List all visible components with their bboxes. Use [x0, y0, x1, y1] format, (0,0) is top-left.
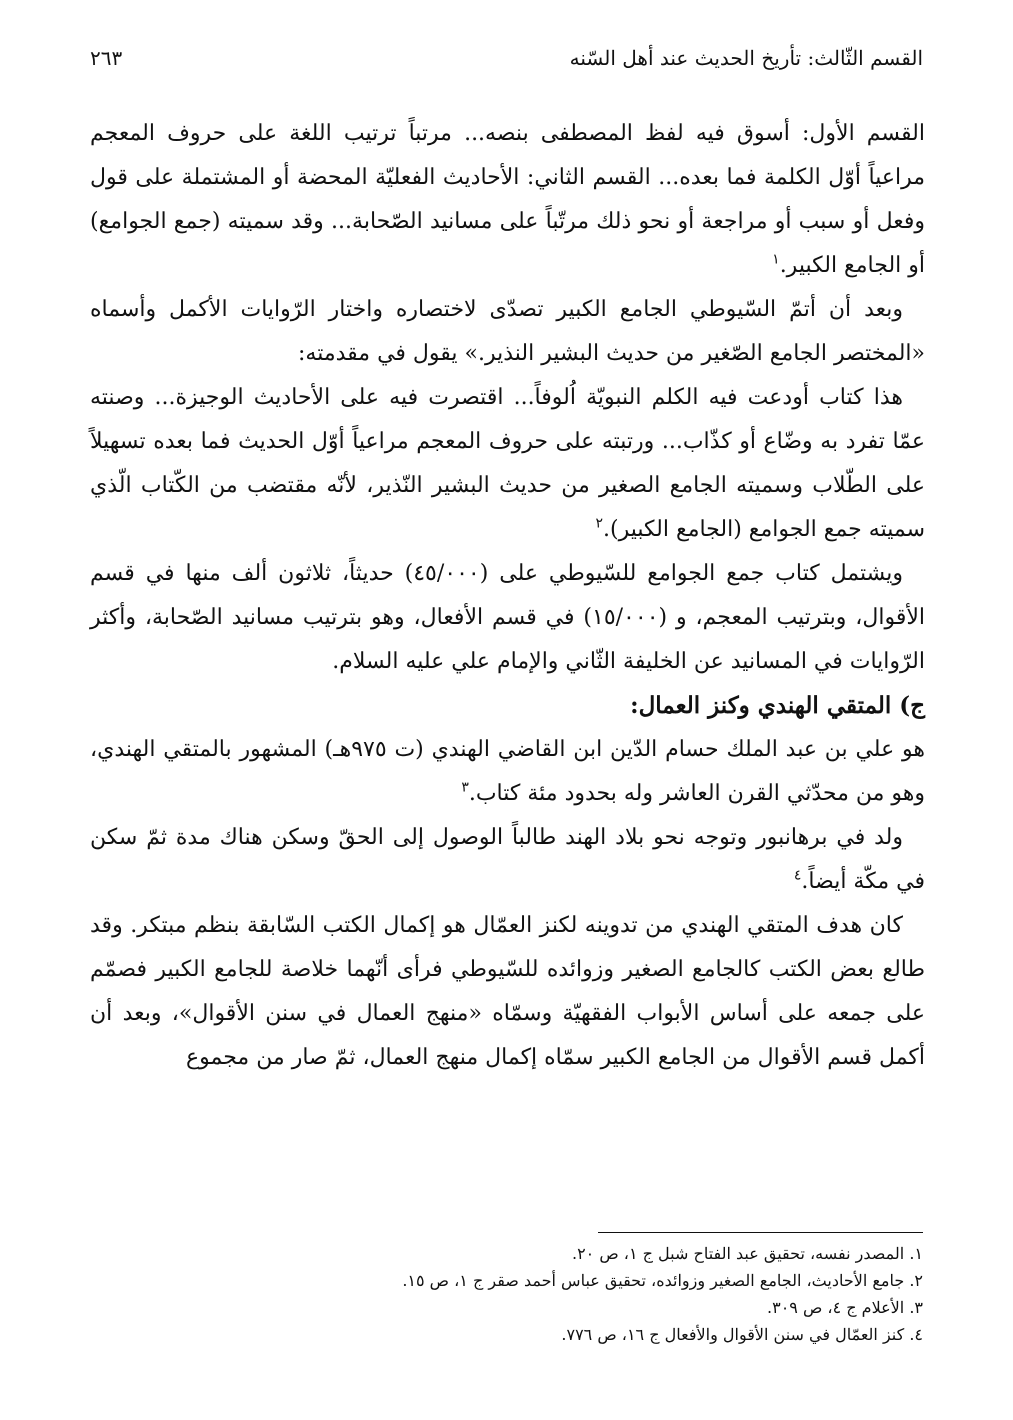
paragraph-text: كان هدف المتقي الهندي من تدوينه لكنز العمّال هو إكمال الكتب السّابقة بنظم مبتكر. وقد طالع بعض الكتب كالجامع الصغير وزوائده للسّيوطي فرأى أنّهما خلاصة للجامع الكبير فصمّم على جمعه على أساس الأبواب الفقهيّة وسمّاه «منهج العمال في سنن الأقوال»، وبعد أن أكمل قسم الأقوال من الجامع الكبير سمّاه إكمال منهج العمال، ثمّ صار من مجموع — [90, 913, 925, 1070]
quotation-paragraph — [90, 376, 925, 552]
main-text — [90, 112, 925, 1080]
footnotes — [200, 1240, 923, 1348]
footnote-divider — [598, 1232, 923, 1233]
paragraph — [90, 552, 925, 684]
page-header — [90, 40, 923, 80]
footnote: ٢. جامع الأحاديث، الجامع الصغير وزوائده، تحقيق عباس أحمد صقر ج ١، ص ١٥. — [402, 1271, 923, 1290]
footnote-marker: ١ — [772, 251, 780, 268]
paragraph-text: ويشتمل كتاب جمع الجوامع للسّيوطي على (٤٥/٠٠٠) حديثاً، ثلاثون ألف منها في قسم الأقوال، وبترتيب المعجم، و (١٥/٠٠٠) في قسم الأفعال، وهو بترتيب مسانيد الصّحابة، وأكثر الرّوايات في المسانيد عن الخليفة الثّاني والإمام علي عليه السلام. — [90, 561, 926, 674]
footnote: ١. المصدر نفسه، تحقيق عبد الفتاح شبل ج ١، ص ٢٠. — [571, 1244, 923, 1263]
footnote-marker: ٢ — [595, 515, 604, 532]
paragraph-text: هو علي بن عبد الملك حسام الدّين ابن القاضي الهندي (ت ٩٧٥هـ) المشهور بالمتقي الهندي، وهو من محدّثي القرن العاشر وله بحدود مئة كتاب. — [90, 737, 925, 806]
running-title: القسم الثّالث: تأريخ الحديث عند أهل السّنه — [569, 46, 923, 70]
paragraph — [90, 816, 925, 904]
footnote: ٤. كنز العمّال في سنن الأقوال والأفعال ج ١٦، ص ٧٧٦. — [561, 1325, 923, 1344]
paragraph-text: هذا كتاب أودعت فيه الكلم النبويّة اُلوفاً... اقتصرت فيه على الأحاديث الوجيزة... وصنته عمّا تفرد به وضّاع أو كذّاب... ورتبته على حروف المعجم مراعياً أوّل الحديث فما بعده تسهيلاً على الطّلاب وسميته الجامع الصغير من حديث البشير النّذير، لأنّه مقتضب من الكّتاب الّذي سميته جمع الجوامع (الجامع الكبير). — [90, 385, 925, 542]
paragraph — [90, 112, 925, 288]
section-heading: ج) المتقي الهندي وكنز العمال: — [630, 692, 925, 719]
footnote-marker: ٣ — [461, 779, 469, 796]
paragraph-text: القسم الأول: أسوق فيه لفظ المصطفى بنصه... مرتباً ترتيب اللغة على حروف المعجم مراعياً أوّل الكلمة فما بعده... القسم الثاني: الأحاديث الفعليّة المحضة أو المشتملة على قول وفعل أو سبب أو مراجعة أو نحو ذلك مرتّباً على مسانيد الصّحابة... وقد سميته (جمع الجوامع) أو الجامع الكبير. — [90, 121, 925, 278]
page-number: ٢٦٣ — [90, 46, 123, 70]
paragraph — [90, 904, 925, 1080]
paragraph — [90, 288, 925, 376]
footnote-marker: ٤ — [793, 867, 802, 884]
paragraph-text: وبعد أن أتمّ السّيوطي الجامع الكبير تصدّى لاختصاره واختار الرّوايات الأكمل وأسماه «المختصر الجامع الصّغير من حديث البشير النذير.» يقول في مقدمته: — [90, 297, 925, 366]
footnote: ٣. الأعلام ج ٤، ص ٣٠٩. — [767, 1298, 923, 1317]
paragraph-text: ولد في برهانبور وتوجه نحو بلاد الهند طالباً الوصول إلى الحقّ وسكن هناك مدة ثمّ سكن في مكّة أيضاً. — [90, 825, 925, 894]
paragraph — [90, 728, 925, 816]
